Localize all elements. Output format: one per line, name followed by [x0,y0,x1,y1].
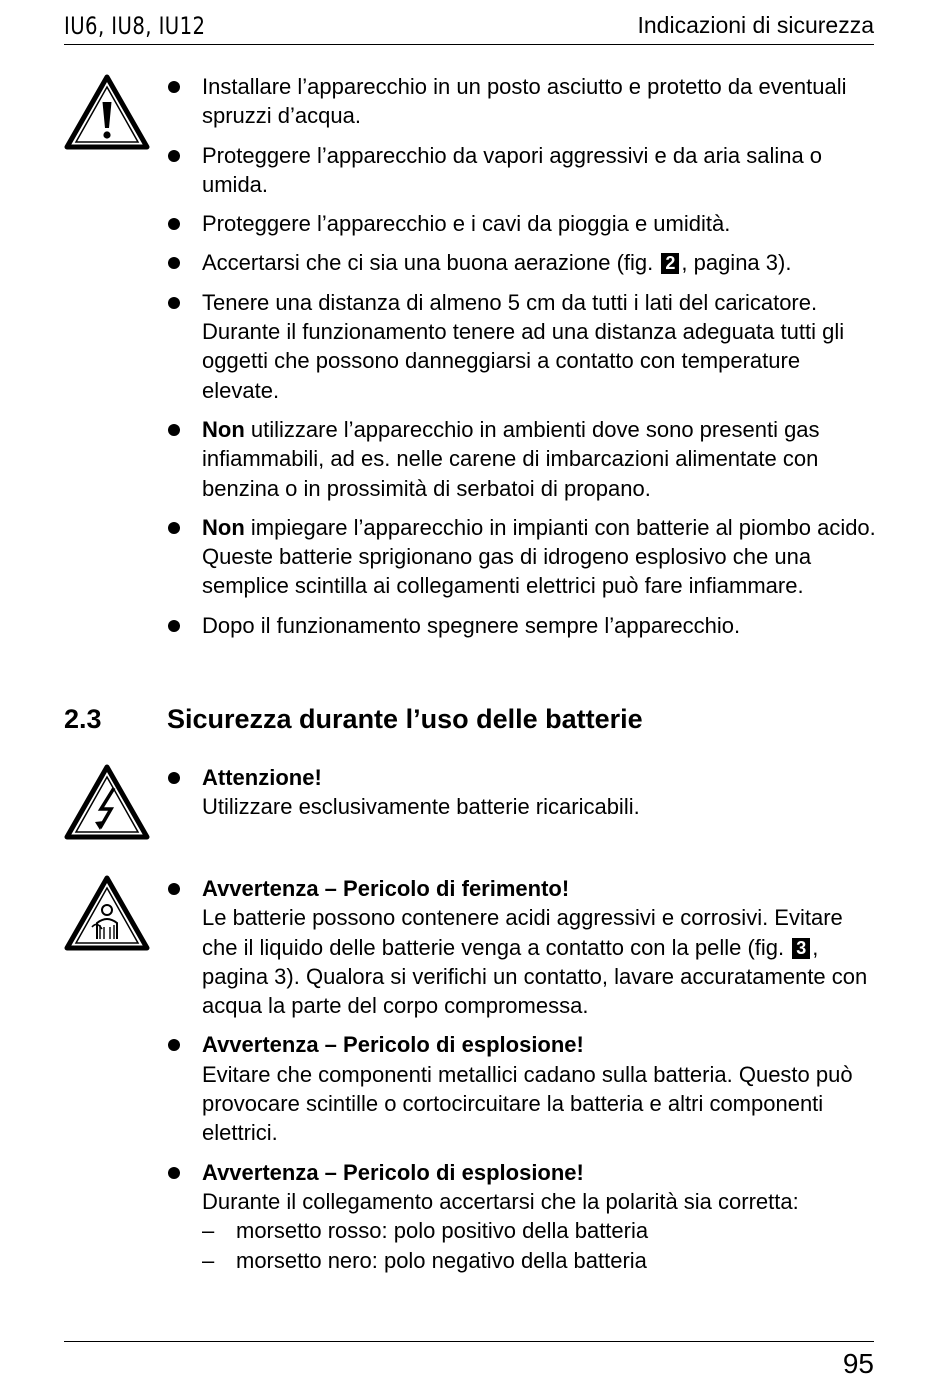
bullet [168,150,180,162]
emphasis: Non [202,416,245,442]
item-title: Avvertenza – Pericolo di ferimento! [202,876,570,901]
bullet [168,883,180,895]
product-models: IU6, IU8, IU12 [64,12,206,40]
bullet [168,424,180,436]
high-voltage-warning-icon [64,764,150,840]
dash-item: – morsetto nero: polo negativo della batteria [202,1247,647,1273]
list-item: Avvertenza – Pericolo di esplosione! Durante il collegamento accertarsi che la polarità sia corretta: – morsetto rosso: polo positivo della batteria – morsetto nero: polo negativo della batteria [164,1158,876,1275]
page-footer [64,1341,874,1379]
page-number: 95 [842,1348,874,1379]
section-number: 2.3 [64,704,102,734]
safety-list-battery-warnings [164,874,876,1275]
list-item: Dopo il funzionamento spegnere sempre l’apparecchio. [164,611,876,640]
safety-list-general [164,72,876,640]
bullet [168,522,180,534]
acid-hazard-warning-icon [64,875,150,951]
list-item: Avvertenza – Pericolo di esplosione! Evitare che componenti metallici cadano sulla batteria. Questo può provocare scintille o cortocircuitare la batteria e altri componenti elettrici. [164,1030,876,1147]
exclamation-warning-icon [64,74,150,150]
list-item: Avvertenza – Pericolo di ferimento! Le batterie possono contenere acidi aggressivi e corrosivi. Evitare che il liquido delle batterie venga a contatto con la pelle (fig. 3 , pagina 3). Qualora si verifichi un contatto, lavare accuratamente con acqua la parte del corpo compromessa. [164,874,876,1020]
bullet [168,620,180,632]
item-title: Avvertenza – Pericolo di esplosione! [202,1032,584,1058]
figure-reference: 2 [661,253,679,274]
item-title: Avvertenza – Pericolo di esplosione! [202,1159,584,1185]
safety-list-battery-attention [164,763,876,822]
list-item: Attenzione! Utilizzare esclusivamente batterie ricaricabili. [164,763,876,822]
list-item: Tenere una distanza di almeno 5 cm da tutti i lati del caricatore. Durante il funzionamento tenere ad una distanza adeguata tutti gli oggetti che possono danneggiarsi a contatto con temperature elevate. [164,288,876,405]
list-item: Proteggere l’apparecchio e i cavi da pioggia e umidità. [164,209,876,238]
list-item: Non utilizzare l’apparecchio in ambienti dove sono presenti gas infiammabili, ad es. nelle carene di imbarcazioni alimentate con benzina o in prossimità di serbatoi di propano. [164,415,876,503]
bullet [168,297,180,309]
list-item: Proteggere l’apparecchio da vapori aggressivi e da aria salina o umida. [164,141,876,200]
bullet [168,218,180,230]
dash-item: – morsetto rosso: polo positivo della batteria [202,1218,649,1244]
list-item: Accertarsi che ci sia una buona aerazione (fig. 2 , pagina 3). [164,248,876,277]
bullet [168,257,180,269]
bullet [168,1039,180,1051]
section-title: Sicurezza durante l’uso delle batterie [167,704,643,734]
bullet [168,772,180,784]
chapter-title: Indicazioni di sicurezza [637,12,874,38]
item-title: Attenzione! [202,765,322,790]
list-item: Installare l’apparecchio in un posto asciutto e protetto da eventuali spruzzi d’acqua. [164,72,876,131]
figure-reference: 3 [792,938,810,959]
page-header [64,10,874,45]
emphasis: Non [202,514,245,540]
bullet [168,81,180,93]
list-item: Non impiegare l’apparecchio in impianti con batterie al piombo acido. Queste batterie sprigionano gas di idrogeno esplosivo che una semplice scintilla ai collegamenti elettrici può fare infiammare. [164,513,876,601]
bullet [168,1167,180,1179]
